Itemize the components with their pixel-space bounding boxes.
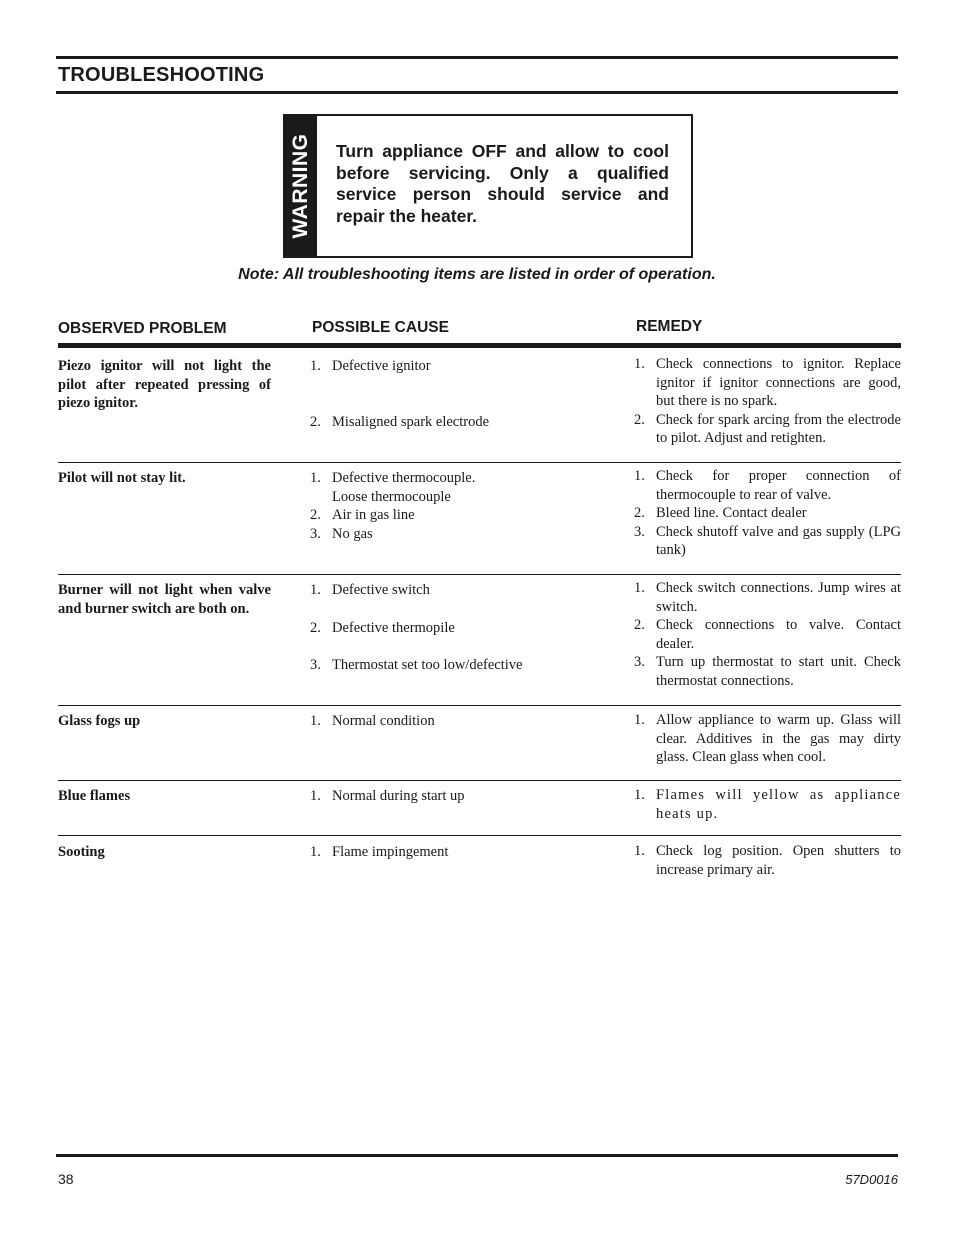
footer-rule <box>56 1154 898 1157</box>
observed-problem: Sooting <box>58 844 105 860</box>
column-header-cause: POSSIBLE CAUSE <box>312 319 449 336</box>
observed-problem: Pilot will not stay lit. <box>58 470 186 486</box>
row-divider <box>58 835 901 836</box>
cause-item: 1. Defective ignitor <box>310 358 431 374</box>
possible-causes <box>310 787 570 806</box>
possible-causes <box>310 843 570 862</box>
warning-label: WARNING <box>289 133 312 239</box>
observed-problem: Glass fogs up <box>58 713 141 729</box>
remedies <box>634 355 901 448</box>
title-rule <box>56 91 898 94</box>
row-divider <box>58 780 901 781</box>
cause-item: 2. Defective thermopile <box>310 619 455 636</box>
observed-problem: Burner will not light when valve and burner switch are both on. <box>58 582 271 617</box>
warning-box <box>283 114 693 258</box>
remedy-item: 3. Turn up thermostat to start unit. Check thermostat connections. <box>634 654 901 689</box>
remedy-item: 1. Check switch connections. Jump wires at switch. <box>634 580 901 615</box>
row-divider <box>58 705 901 706</box>
remedy-item: 1. Flames will yellow as appliance heats up. <box>634 787 901 822</box>
remedy-item: 2. Check connections to valve. Contact dealer. <box>634 617 901 652</box>
row-divider <box>58 462 901 463</box>
cause-item: 1. Defective switch <box>310 582 430 598</box>
column-header-remedy: REMEDY <box>636 318 703 335</box>
remedies <box>634 579 901 690</box>
remedy-item: 3. Check shutoff valve and gas supply (LPG tank) <box>634 523 901 558</box>
remedy-item: 1. Check connections to ignitor. Replace ignitor if ignitor connections are good, but there is no spark. <box>634 356 901 409</box>
remedy-item: 1. Check log position. Open shutters to increase primary air. <box>634 843 901 878</box>
possible-causes <box>310 357 570 431</box>
cause-item: 1. Flame impingement <box>310 844 449 860</box>
column-header-problem: OBSERVED PROBLEM <box>58 320 227 337</box>
warning-text: Turn appliance OFF and allow to cool before servicing. Only a qualified service person should service and repair the heater. <box>336 141 669 226</box>
header-rule <box>58 343 901 348</box>
page-number: 38 <box>58 1171 74 1187</box>
cause-item: 3. Thermostat set too low/defective <box>310 657 523 673</box>
cause-item: 3. No gas <box>310 525 373 542</box>
remedies <box>634 711 901 767</box>
possible-causes <box>310 712 570 731</box>
possible-causes <box>310 469 570 543</box>
remedy-item: 2. Check for spark arcing from the electrode to pilot. Adjust and retighten. <box>634 411 901 446</box>
observed-problem: Blue flames <box>58 788 131 804</box>
remedy-item: 1. Check for proper connection of thermocouple to rear of valve. <box>634 468 901 503</box>
section-title: TROUBLESHOOTING <box>58 64 265 86</box>
remedy-item: 2. Bleed line. Contact dealer <box>634 505 807 521</box>
document-code: 57D0016 <box>845 1172 898 1187</box>
cause-item: 1. Normal condition <box>310 713 435 729</box>
possible-causes <box>310 581 570 675</box>
cause-item: 2. Misaligned spark electrode <box>310 413 490 430</box>
row-divider <box>58 574 901 575</box>
cause-item: 1. Normal during start up <box>310 788 465 804</box>
observed-problem: Piezo ignitor will not light the pilot after repeated pressing of piezo ignitor. <box>58 358 271 411</box>
cause-item: 1. Defective thermocouple. Loose thermocouple <box>310 470 476 505</box>
remedies <box>634 467 901 560</box>
cause-item: 2. Air in gas line <box>310 507 415 523</box>
warning-band <box>285 116 317 256</box>
operation-order-note: Note: All troubleshooting items are listed in order of operation. <box>238 266 716 283</box>
remedies <box>634 842 901 879</box>
remedy-item: 1. Allow appliance to warm up. Glass will clear. Additives in the gas may dirty glass. Clean glass when cool. <box>634 712 901 765</box>
remedies <box>634 786 901 823</box>
top-rule <box>56 56 898 59</box>
